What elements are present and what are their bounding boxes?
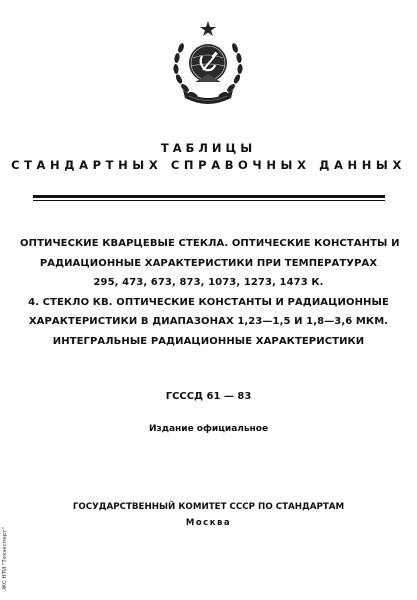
thick-divider (33, 195, 385, 198)
title-line: ХАРАКТЕРИСТИКИ В ДИАПАЗОНАХ 1,23—1,5 И 1,8—3,6 МКМ. (28, 316, 389, 327)
title-line: 4. СТЕКЛО КВ. ОПТИЧЕСКИЕ КОНСТАНТЫ И РАДИАЦИОННЫЕ (28, 296, 389, 308)
title-line: ОПТИЧЕСКИЕ КВАРЦЕВЫЕ СТЕКЛА. ОПТИЧЕСКИЕ КОНСТАНТЫ И (20, 238, 400, 249)
series-title-line1: ТАБЛИЦЫ (160, 141, 257, 155)
publisher-name: ГОСУДАРСТВЕННЫЙ КОМИТЕТ СССР ПО СТАНДАРТАМ (72, 502, 345, 512)
ussr-coat-of-arms-icon (165, 18, 251, 110)
publisher-city: Москва (185, 518, 232, 528)
side-watermark: ЖС НТИ "Техэксперт" (2, 527, 8, 590)
document-title (20, 234, 400, 351)
edition-note: Издание официальное (148, 424, 269, 434)
title-line: 295, 473, 673, 873, 1073, 1273, 1473 К. (93, 277, 324, 288)
document-code: ГСССД 61 — 83 (165, 391, 252, 402)
title-line: РАДИАЦИОННЫЕ ХАРАКТЕРИСТИКИ ПРИ ТЕМПЕРАТУРАХ (39, 257, 378, 269)
thin-divider (33, 200, 385, 201)
title-line: ИНТЕГРАЛЬНЫЕ РАДИАЦИОННЫЕ ХАРАКТЕРИСТИКИ (52, 335, 365, 347)
series-title-line2: СТАНДАРТНЫХ СПРАВОЧНЫХ ДАННЫХ (11, 158, 406, 172)
